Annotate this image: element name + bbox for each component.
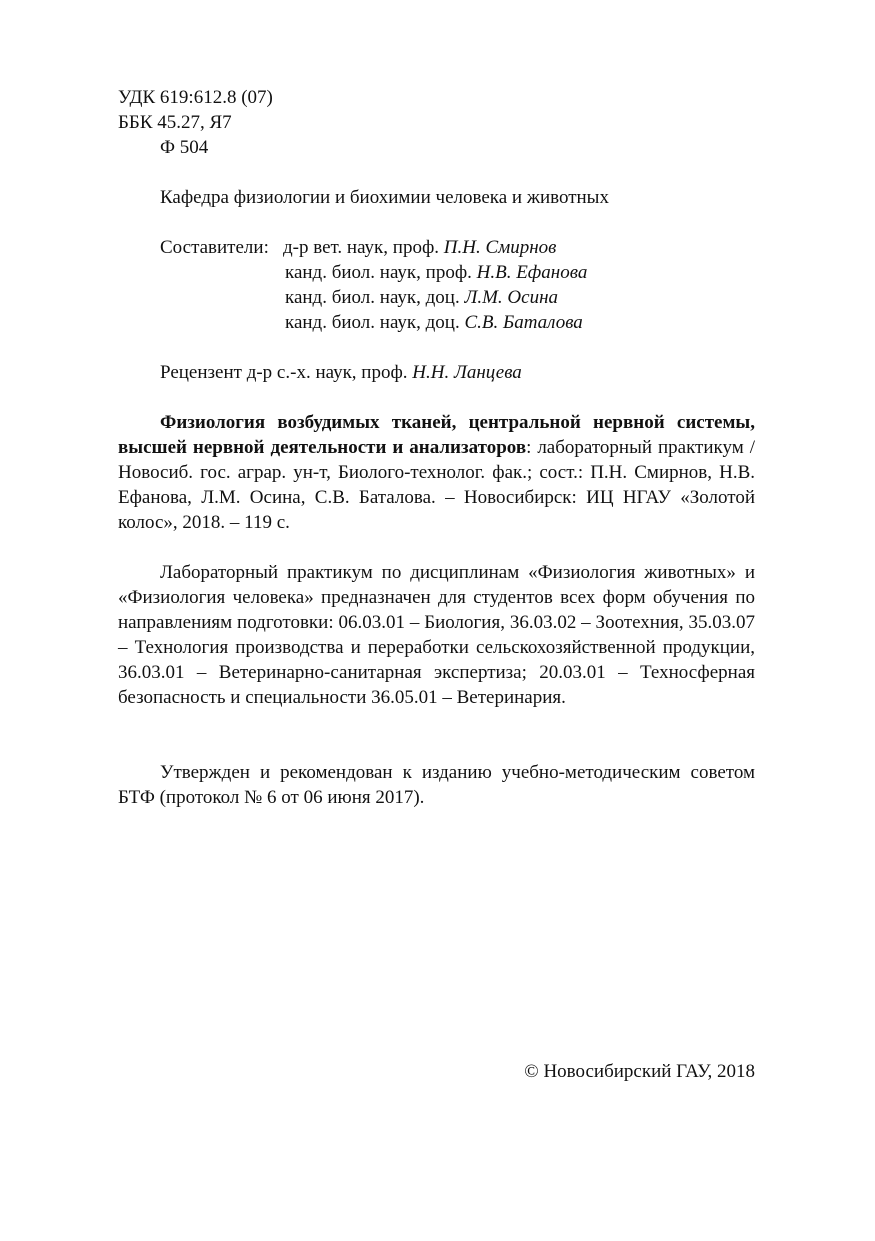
compilers-label: Составители: xyxy=(160,237,269,258)
bbk-code: ББК 45.27, Я7 xyxy=(118,112,232,133)
reviewer-line: Рецензент д-р с.-х. наук, проф. Н.Н. Ланцева xyxy=(160,362,522,383)
compiler-line: канд. биол. наук, доц. С.В. Баталова xyxy=(285,312,583,333)
approval-paragraph: Утвержден и рекомендован к изданию учебно-методическим советом БТФ (протокол № 6 от 06 июня 2017). xyxy=(118,762,755,808)
bibliographic-description xyxy=(118,410,755,535)
udk-code: УДК 619:612.8 (07) xyxy=(118,87,273,108)
copyright-line: © Новосибирский ГАУ, 2018 xyxy=(524,1061,755,1082)
book-title: Физиология возбудимых тканей, центральной нервной системы, высшей нервной деятельности и анализаторов xyxy=(118,412,755,458)
compiler-line: д-р вет. наук, проф. П.Н. Смирнов xyxy=(283,237,557,258)
author-mark: Ф 504 xyxy=(160,137,209,158)
annotation-paragraph: Лабораторный практикум по дисциплинам «Физиология животных» и «Физиология человека» предназначен для студентов всех форм обучения по направлениям подготовки: 06.03.01 – Биология, 36.03.02 – Зоотехния, 35.03.07 – Технология производства и переработки сельскохозяйственной продукции, 36.03.01 – Ветеринарно-санитарная экспертиза; 20.03.01 – Техносферная безопасность и специальности 36.05.01 – Ветеринария. xyxy=(118,562,755,708)
compiler-line: канд. биол. наук, проф. Н.В. Ефанова xyxy=(285,262,588,283)
compiler-line: канд. биол. наук, доц. Л.М. Осина xyxy=(285,287,559,308)
bibliography-details: : лабораторный практикум / Новосиб. гос. аграр. ун-т, Биолого-технолог. фак.; сост.: П.Н. Смирнов, Н.В. Ефанова, Л.М. Осина, С.В. Баталова. – Новосибирск: ИЦ НГАУ «Золотой колос», 2018. – 119 с. xyxy=(118,437,755,533)
department-line: Кафедра физиологии и биохимии человека и животных xyxy=(160,187,609,208)
